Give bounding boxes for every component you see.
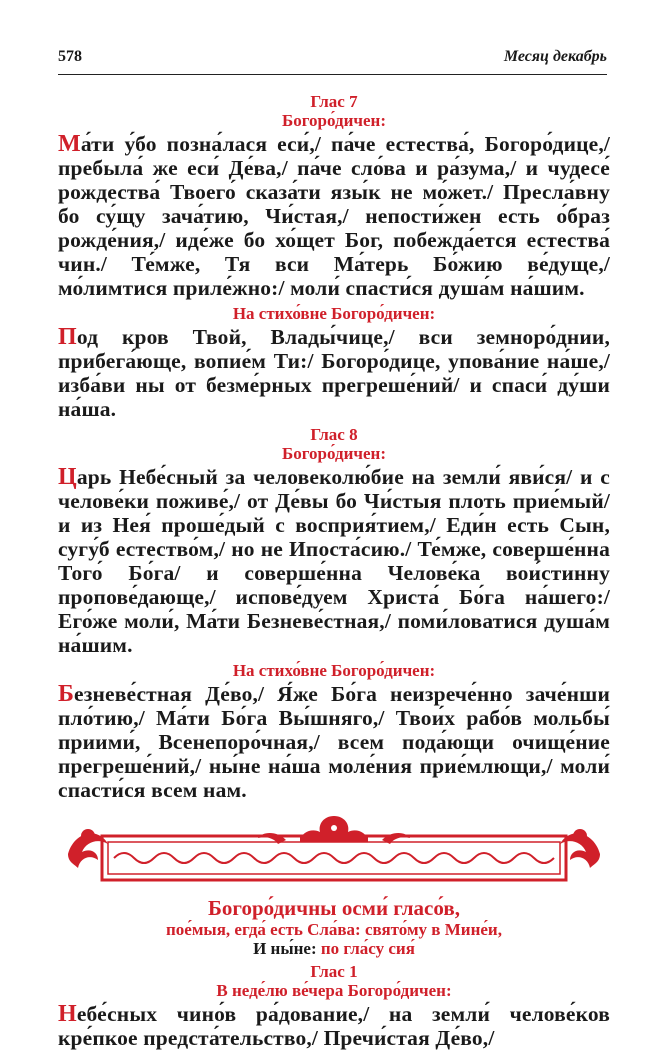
tone-heading: Глас 7 xyxy=(310,92,358,111)
section-title-block xyxy=(58,896,610,958)
running-header xyxy=(58,48,607,70)
section-heading: На стихо́вне Богоро́дичен: xyxy=(232,661,436,680)
section-heading: Богоро́дичен: xyxy=(282,444,386,463)
hymn-text: а́ти у́бо позна́лася еси́,/ па́че естества́, Богоро́дице,/ пребыла́ же еси́ Де́ва,/ па́че сло́ва и ра́зума,/ и чудесе́ рождества́ Твоего́ сказа́ти язы́к не мо́жет./ Пресла́вну бо су́щу зача́тию, Чи́стая,/ непости́жен есть о́браз рожде́ния,/ иде́же бо хо́щет Бог, побежда́ется естества́ чин./ Те́мже, Тя вси Ма́терь Бо́жию ве́дуще,/ мо́лимтися приле́жно:/ моли́ спасти́ся душа́м на́шим. xyxy=(58,132,610,300)
hymn-text: ебе́сных чино́в ра́дование,/ на земли́ челове́ков кре́пкое предста́тельство,/ Пречи́стая Де́во,/ xyxy=(58,1002,610,1050)
section-heading: Богоро́дичен: xyxy=(282,111,386,130)
subtitle-red-part: по гла́су сия́ xyxy=(316,939,415,958)
drop-initial: П xyxy=(58,324,77,350)
subtitle-black-part: И ны́не: xyxy=(253,939,317,958)
drop-initial: М xyxy=(58,131,81,157)
hymn-text: езневе́стная Де́во,/ Я́же Бо́га неизрече́нно заче́нши пло́тию,/ Ма́ти Бо́га Вы́шняго,/ Твои́х рабо́в мольбы́ приими́, Всенепоро́чная,/ всем пода́ющи очище́ние прегреше́ний,/ ны́не на́ша моле́ния прие́млющи,/ моли́ спасти́ся всем нам. xyxy=(58,682,610,802)
tone-heading: Глас 1 xyxy=(310,962,358,981)
page-content xyxy=(58,92,610,1054)
section-heading: На стихо́вне Богоро́дичен: xyxy=(232,304,436,323)
drop-initial: Н xyxy=(58,1001,77,1027)
hymn-paragraph xyxy=(58,682,610,802)
section-title: Богоро́дичны осми́ гласо́в, xyxy=(208,896,460,920)
hymn-paragraph xyxy=(58,132,610,300)
drop-initial: Б xyxy=(58,681,75,707)
ornamental-headpiece-icon xyxy=(64,814,604,886)
hymn-paragraph xyxy=(58,1002,610,1050)
running-title: Месяц декабрь xyxy=(503,48,607,65)
drop-initial: Ц xyxy=(58,464,77,490)
hymn-paragraph xyxy=(58,465,610,657)
section-heading: В неде́лю ве́чера Богоро́дичен: xyxy=(216,981,452,1000)
section-subtitle: пое́мыя, егда́ есть Сла́ва: свято́му в Мине́и, xyxy=(166,920,502,939)
header-rule xyxy=(58,74,607,75)
hymn-text: арь Небе́сный за человеколю́бие на земли́ яви́ся/ и с челове́ки поживе́,/ от Де́вы бо Чи́стыя плоть прие́мый/ и из Нея́ проше́дый с восприя́тием,/ Еди́н есть Сын, сугу́б естество́м,/ но не Ипоста́сию./ Те́мже, соверше́нна Того́ Бо́га/ и соверше́нна Челове́ка вои́стинну пропове́дающе,/ испове́дуем Христа́ Бо́га на́шего:/ Его́же моли́, Ма́ти Безневе́стная,/ поми́ловатися душа́м на́шим. xyxy=(58,465,610,657)
tone-heading: Глас 8 xyxy=(310,425,358,444)
hymn-text: од кров Твой, Влады́чице,/ вси земноро́днии, прибега́юще, вопие́м Ти:/ Богоро́дице, упова́ние на́ше,/ изба́ви ны от безме́рных прегреше́ний/ и спаси́ ду́ши на́ша. xyxy=(58,325,610,421)
page-number: 578 xyxy=(58,48,82,65)
section-subtitle-2 xyxy=(58,939,610,958)
hymn-paragraph xyxy=(58,325,610,421)
